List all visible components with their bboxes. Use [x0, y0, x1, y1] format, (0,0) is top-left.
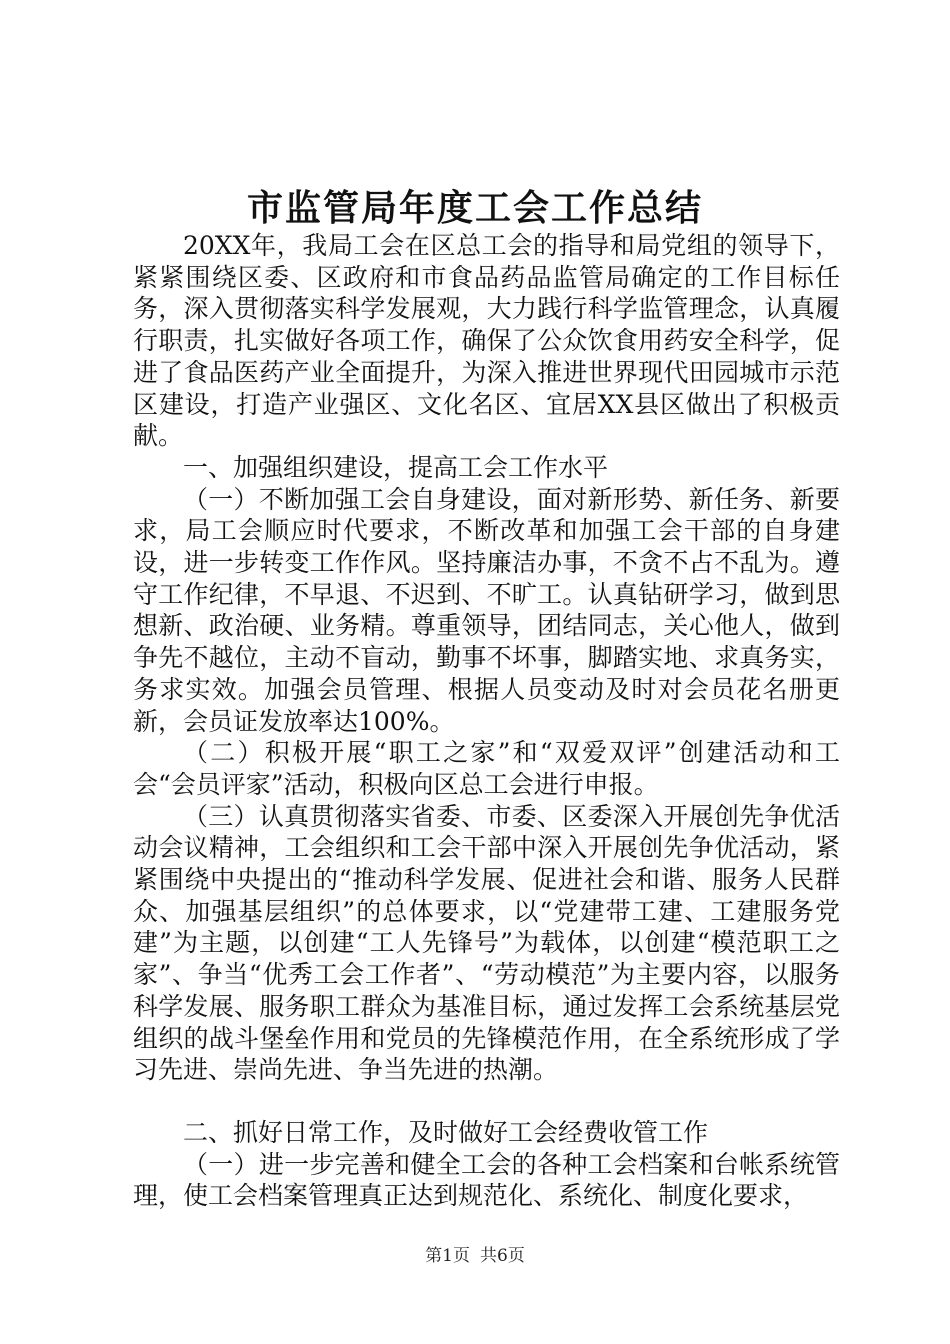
document-title: 市监管局年度工会工作总结 [246, 187, 703, 229]
document-body [133, 230, 840, 1212]
section-heading-2: 二、抓好日常工作，及时做好工会经费收管工作 [183, 1117, 709, 1147]
page-number: 第1页 [425, 1246, 470, 1266]
intro-paragraph: 20XX年，我局工会在区总工会的指导和局党组的领导下，紧紧围绕区委、区政府和市食品药品监管局确定的工作目标任务，深入贯彻落实科学发展观，大力践行科学监管理念，认真履行职责，扎实做好各项工作，确保了公众饮食用药安全科学，促进了食品医药产业全面提升，为深入推进世界现代田园城市示范区建设，打造产业强区、文化名区、宜居XX县区做出了积极贡献。 [133, 231, 840, 451]
paragraph-1-3: （三）认真贯彻落实省委、市委、区委深入开展创先争优活动会议精神，工会组织和工会干部中深入开展创先争优活动，紧紧围绕中央提出的“推动科学发展、促进社会和谐、服务人民群众、加强基层组织”的总体要求，以“党建带工建、工建服务党建”为主题，以创建“工人先锋号”为载体，以创建“模范职工之家”、争当“优秀工会工作者”、“劳动模范”为主要内容，以服务科学发展、服务职工群众为基准目标，通过发挥工会系统基层党组织的战斗堡垒作用和党员的先锋模范作用，在全系统形成了学习先进、崇尚先进、争当先进的热潮。 [133, 801, 840, 1085]
page-footer [0, 1244, 950, 1268]
paragraph-1-1: （一）不断加强工会自身建设，面对新形势、新任务、新要求，局工会顺应时代要求，不断改革和加强工会干部的自身建设，进一步转变工作作风。坚持廉洁办事，不贪不占不乱为。遵守工作纪律，不早退、不迟到、不旷工。认真钻研学习，做到思想新、政治硬、业务精。尊重领导，团结同志，关心他人，做到争先不越位，主动不盲动，勤事不坏事，脚踏实地、求真务实，务求实效。加强会员管理、根据人员变动及时对会员花名册更新，会员证发放率达100%。 [133, 484, 840, 736]
paragraph-2-1: （一）进一步完善和健全工会的各种工会档案和台帐系统管理，使工会档案管理真正达到规范化、系统化、制度化要求， [133, 1149, 840, 1211]
paragraph-1-2: （二）积极开展“职工之家”和“双爱双评”创建活动和工会“会员评家”活动，积极向区总工会进行申报。 [133, 738, 840, 799]
section-heading-1: 一、加强组织建设，提高工会工作水平 [183, 452, 609, 482]
page-total: 共6页 [480, 1246, 525, 1266]
